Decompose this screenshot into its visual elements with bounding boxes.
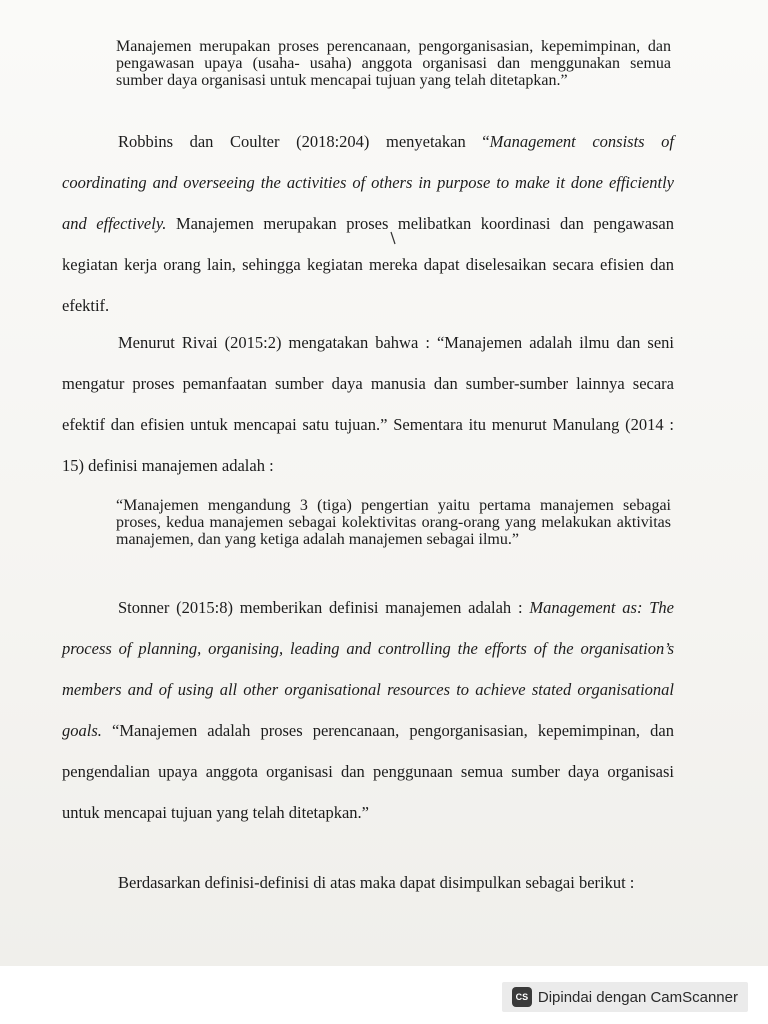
paragraph-robbins-coulter bbox=[62, 121, 674, 326]
paragraph-stonner-start: Stonner (2015:8) memberikan definisi manajemen adalah : bbox=[118, 598, 530, 617]
paragraph-robbins-quote-italic: Management consists of coordinating and overseeing the activities of others in purpose to make it done efficiently and effectively. bbox=[62, 132, 675, 233]
paragraph-stonner-rest: “Manajemen adalah proses perencanaan, pengorganisasian, kepemimpinan, dan pengendalian upaya anggota organisasi dan penggunaan semua sumber daya organisasi untuk mencapai tujuan yang telah ditetapkan.” bbox=[62, 721, 674, 822]
pen-mark-icon bbox=[390, 231, 396, 245]
camscanner-logo-icon: CS bbox=[512, 987, 532, 1007]
quote-paragraph-manulang: “Manajemen mengandung 3 (tiga) pengertian yaitu pertama manajemen sebagai proses, kedua manajemen sebagai kolektivitas orang-orang yang melakukan aktivitas manajemen, dan yang ketiga adalah manajemen sebagai ilmu.” bbox=[116, 497, 671, 548]
camscanner-label: Dipindai dengan CamScanner bbox=[537, 988, 738, 1006]
paragraph-robbins-start: Robbins dan Coulter (2018:204) menyetakan “ bbox=[118, 132, 490, 151]
paragraph-conclusion: Berdasarkan definisi-definisi di atas maka dapat disimpulkan sebagai berikut : bbox=[118, 873, 635, 892]
paragraph-stonner bbox=[62, 587, 674, 833]
camscanner-watermark bbox=[502, 982, 748, 1012]
quote-paragraph-1: Manajemen merupakan proses perencanaan, pengorganisasian, kepemimpinan, dan pengawasan upaya (usaha- usaha) anggota organisasi dan menggunakan semua sumber daya organisasi untuk mencapai tujuan yang telah ditetapkan.” bbox=[116, 38, 671, 89]
paragraph-rivai: Menurut Rivai (2015:2) mengatakan bahwa : “Manajemen adalah ilmu dan seni mengatur proses pemanfaatan sumber daya manusia dan sumber-sumber lainnya secara efektif dan efisien untuk mencapai satu tujuan.” Sementara itu menurut Manulang (2014 : 15) definisi manajemen adalah : bbox=[62, 333, 674, 475]
paragraph-stonner-quote-italic: Management as: The process of planning, organising, leading and controlling the efforts of the organisation’s members and of using all other organisational resources to achieve stated organisational goals. bbox=[62, 598, 674, 740]
paragraph-robbins-rest: Manajemen merupakan proses melibatkan koordinasi dan pengawasan kegiatan kerja orang lain, sehingga kegiatan mereka dapat diselesaikan secara efisien dan efektif. bbox=[62, 214, 675, 315]
